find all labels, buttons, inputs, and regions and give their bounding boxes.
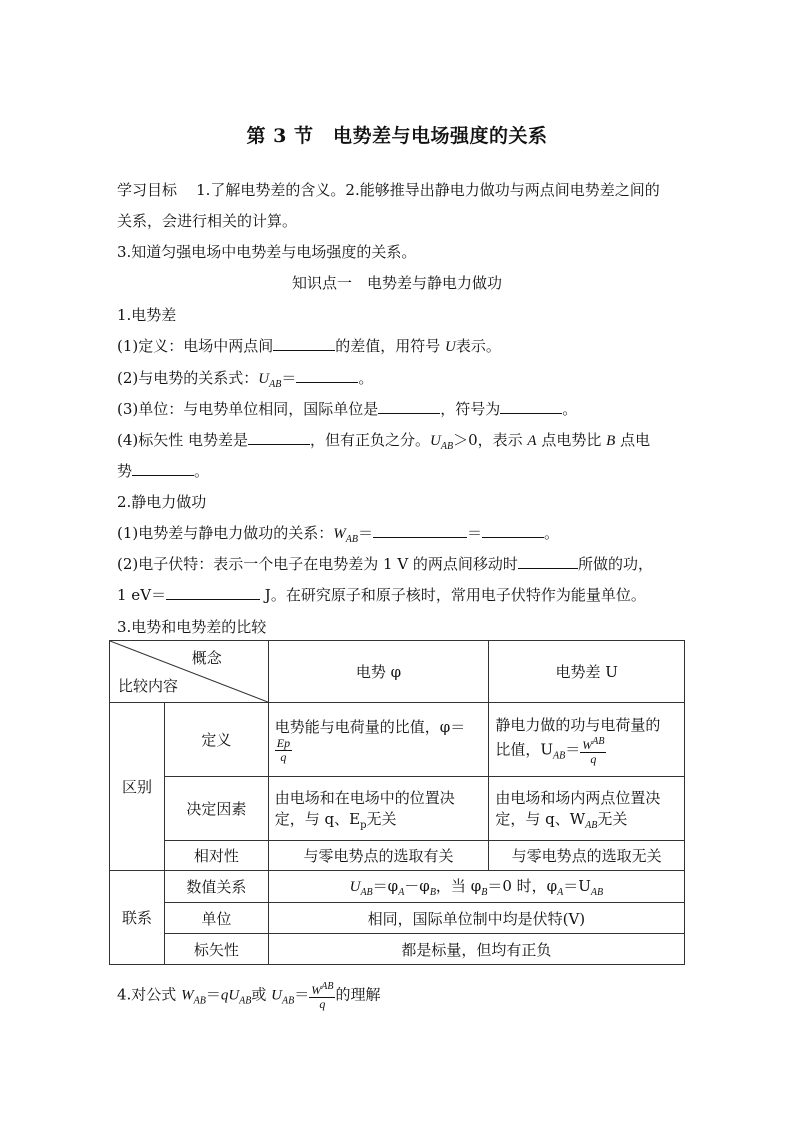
s2-p1-a: (1)电势差与静电力做功的关系：: [117, 524, 334, 542]
s1-p4-a: (4)标矢性 电势差是: [117, 431, 249, 449]
table-row: [110, 777, 685, 841]
s4-d: ＝: [294, 985, 310, 1004]
fill-blank-10[interactable]: [166, 585, 260, 600]
s1-p4-b: ，但有正负之分。: [310, 431, 431, 449]
s1-definition: [117, 336, 501, 357]
fill-blank-6[interactable]: [132, 461, 194, 476]
factor-U-a: 由电场和场内两点位置决: [495, 788, 661, 807]
s2-p1-sub: AB: [345, 534, 358, 545]
section1-heading: 1.电势差: [117, 306, 177, 324]
s2-relation: [117, 523, 559, 550]
num-sub5: A: [557, 887, 564, 898]
cell-vector: 都是标量，但均有正负: [268, 934, 684, 965]
s4-sub2: AB: [239, 995, 252, 1007]
s4-frac-den: q: [319, 997, 326, 1011]
s4-c: 或: [251, 985, 272, 1004]
s1-p2-a: (2)与电势的关系式：: [117, 369, 259, 387]
s1-p1-c: 表示。: [455, 337, 501, 355]
define-phi-text: 电势能与电荷量的比值，φ＝: [274, 717, 466, 736]
factor-phi-c: 无关: [366, 809, 397, 828]
s4-e: 的理解: [335, 985, 381, 1004]
s4-frac-num-W: W: [311, 983, 322, 997]
row-label-numeric: 数值关系: [164, 871, 268, 903]
s1-p1-symbol: U: [445, 339, 456, 355]
table-row: [110, 871, 685, 903]
s4-fraction: [309, 980, 335, 1011]
s4-U: U: [228, 987, 240, 1004]
table-row: [110, 841, 685, 871]
s2-electron-volt: [117, 554, 653, 574]
corner-top-label: 概念: [191, 649, 222, 667]
num-b: ＝φ: [372, 877, 399, 895]
s4-U2: U: [271, 987, 283, 1004]
phi-fraction: [275, 737, 292, 764]
group-difference: 区别: [110, 703, 165, 871]
cell-numeric: [268, 871, 684, 903]
s1-p2-sub: AB: [269, 379, 282, 390]
knowledge-point-heading: 知识点一 电势差与静电力做功: [291, 274, 502, 292]
cell-define-phi: [268, 703, 489, 777]
U-frac-den: q: [590, 751, 597, 766]
s1-relation: [117, 368, 373, 395]
cell-factor-phi: [268, 777, 489, 841]
s2-p1-d: 。: [544, 524, 560, 542]
cell-relative-U: 与零电势点的选取无关: [489, 841, 685, 871]
section4-heading: [117, 980, 380, 1012]
num-U: U: [349, 879, 361, 895]
s1-p2-c: 。: [358, 369, 374, 387]
s1-p4-f: 势: [117, 462, 133, 480]
objectives-text3: 3.知道匀强电场中电势差与电场强度的关系。: [117, 243, 417, 261]
row-label-unit: 单位: [164, 903, 268, 934]
num-d: ，当 φ: [435, 877, 482, 895]
s2-p1-W: W: [333, 526, 346, 542]
cell-factor-U: [489, 777, 685, 841]
factor-phi-b: 定，与 q、E: [274, 809, 361, 828]
row-label-vector: 标矢性: [164, 934, 268, 965]
s1-p4-B: B: [606, 433, 616, 449]
U-frac-num: [580, 735, 606, 753]
factor-U-c: 无关: [597, 809, 628, 828]
s1-scalar: [117, 430, 650, 457]
fill-blank-5[interactable]: [248, 430, 310, 445]
U-frac-num-W: W: [582, 737, 593, 752]
objectives-label: 学习目标: [117, 181, 178, 199]
factor-U-b: 定，与 q、W: [495, 809, 586, 828]
section2-heading: 2.静电力做功: [117, 493, 207, 511]
num-sub2: A: [398, 887, 405, 898]
s4-q: q: [220, 987, 229, 1004]
fill-blank-2[interactable]: [296, 368, 358, 383]
table-row: [110, 703, 685, 777]
define-U-eq: ＝: [565, 740, 581, 758]
phi-frac-num: Ep: [276, 735, 291, 750]
s1-p2-U: U: [258, 371, 270, 387]
page-title: 第 3 节 电势差与电场强度的关系: [246, 125, 548, 147]
s1-p4-g: 。: [194, 462, 210, 480]
num-sub3: B: [429, 887, 436, 898]
s2-p3-b: J。在研究原子和原子核时，常用电子伏特作为能量单位。: [260, 586, 646, 604]
s2-electron-volt-cont: [117, 585, 646, 605]
fill-blank-1[interactable]: [273, 336, 335, 351]
s1-p1-a: (1)定义：电场中两点间: [117, 337, 274, 355]
define-U-sub: AB: [552, 750, 566, 761]
objectives-text2: 关系，会进行相关的计算。: [117, 212, 298, 230]
s4-frac-num: [309, 980, 335, 998]
objectives-text1: 1.了解电势差的含义。2.能够推导出静电力做功与两点间电势差之间的: [196, 181, 660, 199]
group-connection: 联系: [110, 871, 165, 965]
s1-p4-A: A: [527, 433, 537, 449]
s4-sub3: AB: [282, 995, 295, 1007]
learning-objectives-line1: [117, 180, 660, 200]
s4-sub1: AB: [193, 995, 206, 1007]
s2-p2-a: (2)电子伏特：表示一个电子在电势差为 1 V 的两点间移动时: [117, 555, 518, 573]
comparison-table: [109, 640, 685, 965]
define-U-text-b: 比值，U: [495, 740, 553, 758]
s1-scalar-cont: [117, 461, 209, 481]
table-row: [110, 903, 685, 934]
row-label-definition: 定义: [164, 703, 268, 777]
table-header-row: [110, 641, 685, 703]
s2-p3-a: 1 eV＝: [117, 586, 167, 604]
section3-heading: 3.电势和电势差的比较: [117, 618, 267, 636]
s1-p3-c: 。: [562, 400, 578, 418]
s1-p4-e: 点电: [615, 431, 651, 449]
table-row: [110, 934, 685, 965]
fill-blank-4[interactable]: [500, 399, 562, 414]
s2-p1-c: ＝: [466, 524, 482, 542]
cell-relative-phi: 与零电势点的选取有关: [268, 841, 489, 871]
s1-p4-d: 点电势比: [536, 431, 607, 449]
row-label-relative: 相对性: [164, 841, 268, 871]
factor-U-sub: AB: [585, 819, 598, 831]
s1-p2-b: ＝: [281, 369, 297, 387]
s4-frac-num-sup: AB: [321, 981, 334, 992]
s1-p3-a: (3)单位：与电势单位相同，国际单位是: [117, 400, 379, 418]
s2-p2-b: 所做的功，: [577, 555, 653, 573]
col-header-difference: 电势差 U: [489, 641, 685, 703]
col-header-potential: 电势 φ: [268, 641, 489, 703]
U-frac-num-sup: AB: [592, 735, 605, 747]
fill-blank-9[interactable]: [518, 554, 578, 569]
U-fraction: [580, 735, 606, 766]
corner-bottom-label: 比较内容: [118, 677, 179, 695]
s1-p4-U: U: [430, 433, 441, 449]
s1-p1-b: 的差值，用符号: [335, 337, 446, 355]
s2-p1-b: ＝: [357, 524, 373, 542]
s4-b: ＝: [205, 985, 221, 1004]
cell-unit: 相同，国际单位制中均是伏特(V): [268, 903, 684, 934]
cell-define-U: [489, 703, 685, 777]
num-f: ＝U: [563, 877, 591, 895]
num-c: －φ: [404, 877, 430, 895]
num-sub6: AB: [590, 887, 604, 898]
factor-phi-a: 由电场和在电场中的位置决: [274, 788, 455, 807]
s4-a: 4.对公式: [117, 985, 182, 1004]
define-U-text-a: 静电力做的功与电荷量的: [495, 715, 661, 734]
s1-p4-sub: AB: [440, 441, 454, 452]
factor-phi-sub: p: [360, 819, 367, 831]
num-sub1: AB: [360, 887, 373, 898]
s1-p4-c: ＞0，表示: [453, 431, 528, 449]
s1-unit: [117, 399, 577, 419]
s1-p3-b: ，符号为: [440, 400, 501, 418]
num-sub4: B: [481, 887, 488, 898]
phi-frac-den: q: [280, 749, 287, 764]
s4-W: W: [181, 987, 194, 1004]
row-label-factor: 决定因素: [164, 777, 268, 841]
corner-cell: [110, 641, 269, 703]
fill-blank-8[interactable]: [482, 523, 544, 538]
num-e: ＝0 时，φ: [487, 877, 558, 895]
fill-blank-3[interactable]: [378, 399, 440, 414]
fill-blank-7[interactable]: [373, 523, 467, 538]
